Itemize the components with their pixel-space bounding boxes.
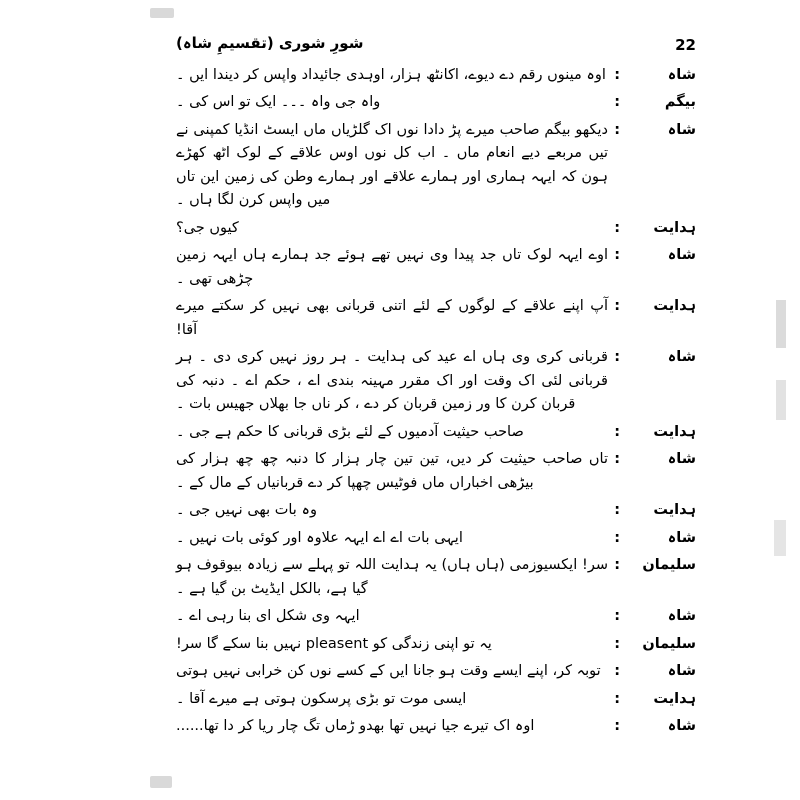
page-edge-mark-right-lower (774, 520, 786, 556)
dialogue-line (176, 295, 696, 342)
dialogue-text: قربانی کری وی ہاں اے عید کی ہدایت ۔ ہر روز نہیں کری دی ۔ ہر قربانی لئی اک وقت اور اک مقرر مہینہ بندی اے ، حکم اے ۔ دنبہ کی قربان کرن کا ور زمین قربان کر دے ، کر ناں جا بھلاں جھیس بات ۔ (176, 349, 608, 413)
speaker-colon: : (614, 298, 620, 315)
dialogue-line (176, 527, 696, 550)
speaker-colon: : (614, 423, 620, 440)
speaker-colon: : (614, 219, 620, 236)
speaker-name: سلیمان (642, 635, 696, 652)
dialogue-line (176, 660, 696, 683)
speaker-colon: : (614, 608, 620, 625)
speaker-name: ہدایت (653, 423, 696, 440)
dialogue-line (176, 605, 696, 628)
dialogue-list (176, 64, 696, 739)
dialogue-line (176, 554, 696, 601)
speaker-colon: : (614, 529, 620, 546)
speaker-name: شاہ (667, 121, 696, 138)
dialogue-text: ایہہ وی شکل ای بنا رہی اے ۔ (176, 608, 360, 625)
dialogue-line (176, 633, 696, 656)
dialogue-line (176, 421, 696, 444)
speaker-name: شاہ (667, 663, 696, 680)
speaker-name: شاہ (667, 67, 696, 83)
dialogue-text: اوہ مینوں رقم دے دیوے، اکانٹھ ہزار، اوہدی جائیداد واپس کر دیندا ایں ۔ (176, 67, 606, 83)
speaker-name: ہدایت (653, 502, 696, 519)
speaker-colon: : (614, 451, 620, 468)
speaker-name: ہدایت (653, 690, 696, 707)
dialogue-line (176, 448, 696, 495)
dialogue-line (176, 499, 696, 522)
speaker-colon: : (614, 67, 620, 83)
dialogue-line (176, 715, 696, 738)
page-content (176, 34, 696, 760)
dialogue-text: اوے ایہہ لوک تاں جد پیدا وی نہیں تھے ہوئے جد ہمارے ہاں ایہہ زمین چڑھی تھی ۔ (176, 247, 608, 287)
speaker-colon: : (614, 349, 620, 366)
book-title: شورِ شوری (تقسیمِ شاہ) (176, 34, 364, 52)
page-edge-mark-top (150, 8, 174, 18)
page-edge-mark-right-middle (776, 380, 786, 420)
dialogue-text: کیوں جی؟ (176, 219, 239, 236)
dialogue-line (176, 688, 696, 711)
dialogue-text: سر! ایکسیوزمی (ہاں ہاں) یہ ہدایت اللہ تو پہلے سے زیادہ بیوقوف ہو گیا ہے، بالکل ایڈیٹ بن گیا ہے ۔ (176, 557, 608, 597)
speaker-name: ہدایت (653, 298, 696, 315)
speaker-name: شاہ (667, 608, 696, 625)
page-edge-mark-right-upper (776, 300, 786, 348)
speaker-colon: : (614, 121, 620, 138)
speaker-colon: : (614, 718, 620, 735)
dialogue-line (176, 119, 696, 213)
dialogue-text: ایہی بات اے اے ایہہ علاوہ اور کوئی بات نہیں ۔ (176, 529, 463, 546)
dialogue-text: آپ اپنے علاقے کے لوگوں کے لئے اتنی قربانی بھی نہیں کر سکتے میرے آقا! (176, 298, 608, 338)
dialogue-line (176, 346, 696, 416)
speaker-colon: : (614, 635, 620, 652)
dialogue-line (176, 91, 696, 114)
dialogue-line (176, 217, 696, 240)
dialogue-text: وہ بات بھی نہیں جی ۔ (176, 502, 317, 519)
speaker-colon: : (614, 502, 620, 519)
speaker-colon: : (614, 94, 620, 111)
speaker-name: شاہ (667, 718, 696, 735)
speaker-name: شاہ (667, 451, 696, 468)
speaker-colon: : (614, 690, 620, 707)
dialogue-text: یہ تو اپنی زندگی کو pleasent نہیں بنا سکے گا سر! (176, 635, 492, 652)
dialogue-line (176, 244, 696, 291)
speaker-name: شاہ (667, 529, 696, 546)
speaker-name: بیگم (664, 94, 696, 111)
dialogue-text: واہ جی واہ ۔۔۔ ایک تو اس کی ۔ (176, 94, 381, 111)
speaker-colon: : (614, 663, 620, 680)
speaker-colon: : (614, 557, 620, 574)
dialogue-text: تاں صاحب حیثیت کر دیں، تین تین چار ہزار کا دنبہ چھ چھ ہزار کی بیڑھی اخباراں ماں فوٹیس چھپا کر دے قربانیاں کے مال کے ۔ (176, 451, 608, 491)
dialogue-text: ایسی موت تو بڑی پرسکون ہوتی ہے میرے آقا ۔ (176, 690, 467, 707)
speaker-colon: : (614, 247, 620, 264)
speaker-name: ہدایت (653, 219, 696, 236)
dialogue-line (176, 64, 696, 87)
speaker-name: شاہ (667, 349, 696, 366)
dialogue-text: صاحب حیثیت آدمیوں کے لئے بڑی قربانی کا حکم ہے جی ۔ (176, 423, 524, 440)
speaker-name: شاہ (667, 247, 696, 264)
page-edge-mark-bottom (150, 776, 172, 788)
dialogue-text: اوہ اک تیرے جیا نہیں تھا بھدو ڑماں تگ چار ریا کر دا تھا...... (176, 718, 535, 735)
dialogue-text: دیکھو بیگم صاحب میرے پڑ دادا نوں اک گلڑیاں ماں ایسٹ انڈیا کمپنی نے تیں مربعے دیے انعام ماں ۔ اب کل نوں اوس علاقے کے لوک اٹھ کھڑے ہون کہ ایہہ ہماری اور ہمارے علاقے اور ہمارے وطن کی زمین این تاں میں واپس کرن لگا ہاں ۔ (176, 121, 608, 209)
page-header (176, 34, 696, 54)
speaker-name: سلیمان (642, 557, 696, 574)
dialogue-text: توبہ کر، اپنے ایسے وقت ہو جانا ایں کے کسے نوں کن خرابی نہیں ہوتی (176, 663, 601, 680)
page-number: 22 (675, 36, 696, 54)
